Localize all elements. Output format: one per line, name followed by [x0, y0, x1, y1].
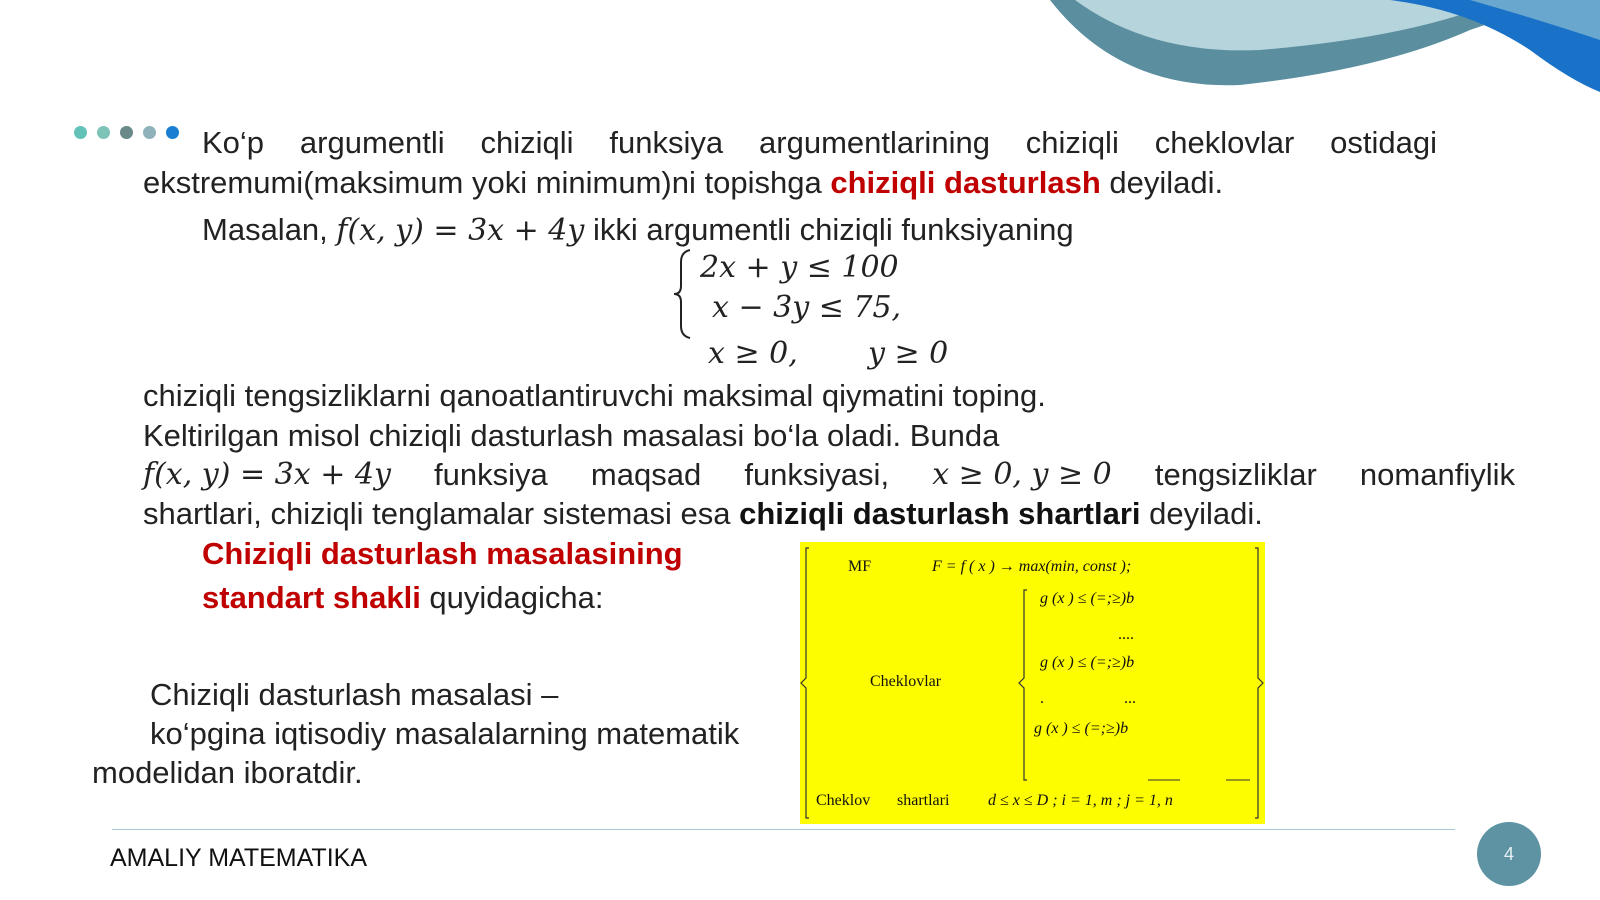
- para2-word-funksiya: funksiya: [434, 457, 548, 492]
- bullet-dots: [74, 126, 179, 139]
- para2-line1: chiziqli tengsizliklarni qanoatlantiruvchi maksimal qiymatini toping.: [143, 378, 1046, 413]
- para2-word-funksiyasi: funksiyasi,: [744, 457, 890, 492]
- definition-line3: modelidan iboratdir.: [92, 755, 363, 790]
- system-eq1: 2x + y ≤ 100: [700, 250, 899, 285]
- term-chiziqli-dasturlash: chiziqli dasturlash: [830, 165, 1101, 200]
- box-cheklov-label: Cheklov: [816, 792, 871, 809]
- footer-title: AMALIY MATEMATIKA: [110, 844, 367, 872]
- standard-form-formula-box: [800, 542, 1265, 824]
- para2-line2: Keltirilgan misol chiziqli dasturlash masalasi bo‘la oladi. Bunda: [143, 418, 1000, 453]
- box-constraint-g1: g (x ) ≤ (=;≥)b: [1040, 590, 1135, 607]
- para2-word-nomanfiylik: nomanfiylik: [1359, 457, 1515, 492]
- dot-5: [166, 126, 179, 139]
- box-constraint-gi: g (x ) ≤ (=;≥)b: [1040, 654, 1135, 671]
- para2-word-tengsizliklar: tengsizliklar: [1154, 457, 1317, 492]
- system-nonneg-x: x ≥ 0,: [708, 336, 798, 371]
- para2-line3: [143, 455, 1515, 495]
- dot-3: [120, 126, 133, 139]
- example-function: f(x, y) = 3x + 4y: [336, 213, 585, 248]
- page-number-badge: [1477, 822, 1541, 886]
- para1-line1: Ko‘p argumentli chiziqli funksiya argumentlarining chiziqli cheklovlar ostidagi: [202, 125, 1437, 160]
- box-cheklovlar-label: Cheklovlar: [870, 673, 942, 690]
- system-nonneg-y: y ≥ 0: [868, 336, 949, 371]
- dot-4: [143, 126, 156, 139]
- system-brace: [672, 248, 694, 340]
- para2-line4-post: deyiladi.: [1140, 496, 1263, 531]
- dot-1: [74, 126, 87, 139]
- standard-form-term: standart shakli: [202, 580, 421, 615]
- box-dots-1: ....: [1118, 626, 1134, 643]
- para2-line4-pre: shartlari, chiziqli tenglamalar sistemasi esa: [143, 496, 740, 531]
- standard-form-line2: [202, 578, 604, 618]
- standard-form-line1: Chiziqli dasturlash masalasining: [202, 536, 683, 571]
- para2-line4: [143, 494, 1263, 534]
- definition-line1: Chiziqli dasturlash masalasi –: [150, 677, 559, 712]
- para2-word-maqsad: maqsad: [590, 457, 702, 492]
- example-line: [202, 210, 1074, 251]
- para1-line2-pre: ekstremumi(maksimum yoki minimum)ni topishga: [143, 165, 831, 200]
- box-dot-left: .: [1040, 690, 1044, 707]
- nonneg-inequalities: x ≥ 0, y ≥ 0: [932, 457, 1112, 492]
- box-shartlari-label: shartlari: [897, 792, 950, 809]
- definition-line2: ko‘pgina iqtisodiy masalalarning matematik: [150, 716, 740, 751]
- example-post: ikki argumentli chiziqli funksiyaning: [584, 212, 1074, 247]
- system-eq2: x − 3y ≤ 75,: [712, 290, 902, 325]
- box-dots-2: ...: [1124, 690, 1136, 707]
- footer-divider: [112, 829, 1455, 830]
- dot-2: [97, 126, 110, 139]
- term-chiziqli-dasturlash-shartlari: chiziqli dasturlash shartlari: [739, 496, 1141, 531]
- para1-line2: [143, 163, 1223, 203]
- page-number: 4: [1503, 843, 1514, 864]
- box-constraint-gm: g (x ) ≤ (=;≥)b: [1034, 720, 1129, 737]
- box-mf-label: MF: [848, 558, 872, 575]
- box-bounds: d ≤ x ≤ D ; i = 1, m ; j = 1, n: [988, 792, 1173, 809]
- header-wave-decoration: [0, 0, 1600, 100]
- para1-line2-post: deyiladi.: [1100, 165, 1224, 200]
- standard-form-post: quyidagicha:: [420, 580, 604, 615]
- objective-function: f(x, y) = 3x + 4y: [143, 457, 391, 492]
- example-pre: Masalan,: [202, 212, 337, 247]
- box-objective: F = f ( x ) → max(min, const );: [932, 558, 1132, 575]
